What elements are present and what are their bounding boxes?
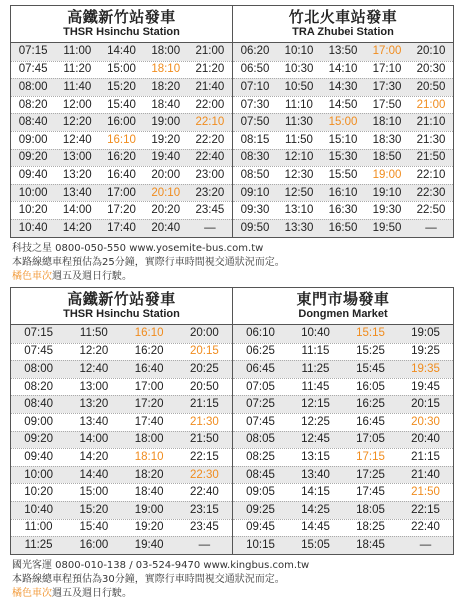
- departure-time: 21:50: [411, 486, 440, 499]
- departure-time: 16:45: [356, 415, 385, 428]
- departure-row: [233, 43, 453, 61]
- departure-time: 19:50: [372, 221, 402, 234]
- departure-time: 09:40: [24, 450, 54, 463]
- departure-time: 14:40: [79, 468, 109, 481]
- departure-time: 22:30: [416, 186, 446, 199]
- departure-time: 23:20: [195, 186, 225, 199]
- departure-time: 07:45: [18, 63, 48, 76]
- departure-time: 17:15: [356, 450, 385, 463]
- departure-time: 10:20: [24, 486, 54, 499]
- departure-time: 15:20: [79, 503, 109, 516]
- departure-time: 21:40: [411, 468, 440, 481]
- departure-time: 14:10: [328, 63, 358, 76]
- departure-time: 09:00: [24, 415, 54, 428]
- timetable-thsr-hsinchu: [11, 6, 232, 237]
- departure-time: 23:00: [195, 168, 225, 181]
- departure-time: 09:45: [246, 521, 275, 534]
- departure-time: 22:00: [195, 98, 225, 111]
- departure-time: 07:45: [24, 345, 54, 358]
- departure-row: [11, 96, 232, 114]
- departure-time: 16:10: [134, 327, 164, 340]
- departure-row: [11, 448, 232, 466]
- departure-time: 07:50: [240, 116, 270, 129]
- departure-time: 22:10: [195, 116, 225, 129]
- departure-time: 07:15: [18, 45, 48, 58]
- departure-time: 17:00: [107, 186, 136, 199]
- departure-row: [233, 483, 453, 501]
- departure-time: 15:25: [356, 345, 385, 358]
- departure-time: 19:30: [372, 204, 402, 217]
- departure-time: 18:40: [134, 486, 164, 499]
- departure-time: 20:15: [411, 398, 440, 411]
- departure-time: —: [425, 221, 437, 234]
- departure-time: 17:40: [134, 415, 164, 428]
- departure-time: 10:00: [24, 468, 54, 481]
- departure-time: 08:15: [240, 133, 270, 146]
- departure-time: 17:05: [356, 433, 385, 446]
- header-title-en: Dongmen Market: [298, 308, 388, 320]
- departure-row: [233, 96, 453, 114]
- departure-time: 20:10: [151, 186, 181, 199]
- departure-time: 18:40: [151, 98, 181, 111]
- departure-time: 19:20: [151, 133, 181, 146]
- departure-time: 10:40: [24, 503, 54, 516]
- departure-time: 07:30: [240, 98, 270, 111]
- timetable-thsr-hsinchu: [11, 288, 232, 554]
- departure-time: 15:30: [328, 151, 358, 164]
- departure-time: 10:10: [284, 45, 314, 58]
- departure-time: 08:25: [246, 450, 275, 463]
- departure-time: 16:10: [107, 133, 136, 146]
- departure-time: 14:20: [62, 221, 92, 234]
- departure-time: 16:20: [134, 345, 164, 358]
- departure-row: [233, 448, 453, 466]
- departure-time: 20:15: [189, 345, 219, 358]
- departure-row: [11, 43, 232, 61]
- departure-time: 15:15: [356, 327, 385, 340]
- departure-time: 18:25: [356, 521, 385, 534]
- departure-time: 10:00: [18, 186, 48, 199]
- departure-time: 09:05: [246, 486, 275, 499]
- departure-time: 12:30: [284, 168, 314, 181]
- departure-rows: [233, 43, 453, 237]
- departure-time: 21:20: [195, 63, 225, 76]
- departure-time: 19:05: [411, 327, 440, 340]
- departure-time: 13:50: [328, 45, 358, 58]
- departure-time: 22:40: [189, 486, 219, 499]
- travel-time-note: 本路線總車程預估為30分鐘，實際行車時間視交通狀況而定。: [12, 573, 285, 585]
- departure-time: 13:40: [301, 468, 330, 481]
- departure-time: 07:15: [24, 327, 54, 340]
- departure-row: [233, 378, 453, 396]
- departure-time: 08:20: [18, 98, 48, 111]
- departure-time: 14:00: [62, 204, 92, 217]
- departure-time: 07:05: [246, 380, 275, 393]
- departure-time: 09:50: [240, 221, 270, 234]
- departure-time: 15:45: [356, 362, 385, 375]
- departure-time: 18:00: [134, 433, 164, 446]
- header-title-en: THSR Hsinchu Station: [63, 26, 180, 38]
- departure-time: 19:20: [134, 521, 164, 534]
- schedule-notes: [10, 242, 454, 284]
- departure-time: 06:10: [246, 327, 275, 340]
- departure-time: 11:10: [285, 98, 313, 111]
- departure-time: 19:10: [372, 186, 402, 199]
- departure-time: 11:50: [79, 327, 108, 340]
- departure-time: 20:30: [416, 63, 446, 76]
- departure-time: —: [198, 538, 211, 551]
- departure-time: 13:20: [79, 398, 109, 411]
- orange-legend-note: [12, 270, 454, 284]
- departure-time: 12:10: [284, 151, 314, 164]
- departure-time: 20:20: [151, 204, 181, 217]
- departure-time: 12:00: [62, 98, 92, 111]
- departure-time: 18:45: [356, 538, 385, 551]
- departure-time: —: [419, 538, 432, 551]
- departure-time: 08:50: [240, 168, 270, 181]
- table-header: [11, 6, 232, 43]
- departure-time: 14:30: [328, 80, 358, 93]
- departure-time: 13:30: [284, 221, 314, 234]
- departure-time: 07:10: [240, 80, 270, 93]
- departure-row: [11, 483, 232, 501]
- departure-time: 11:30: [285, 116, 313, 129]
- departure-time: 20:40: [151, 221, 181, 234]
- departure-time: 09:40: [18, 168, 48, 181]
- departure-time: 07:25: [246, 398, 275, 411]
- departure-time: 08:45: [246, 468, 275, 481]
- departure-time: 17:25: [356, 468, 385, 481]
- departure-time: 18:00: [151, 45, 181, 58]
- orange-legend-label: 橘色車次: [12, 270, 52, 282]
- departure-time: 21:30: [416, 133, 446, 146]
- departure-row: [233, 166, 453, 184]
- header-title-en: TRA Zhubei Station: [292, 26, 394, 38]
- departure-time: 21:50: [189, 433, 219, 446]
- departure-row: [11, 78, 232, 96]
- departure-row: [233, 519, 453, 537]
- departure-time: 11:15: [301, 345, 330, 358]
- departure-row: [11, 501, 232, 519]
- departure-time: 19:45: [411, 380, 440, 393]
- departure-time: 09:10: [240, 186, 270, 199]
- header-title-en: THSR Hsinchu Station: [63, 308, 180, 320]
- departure-time: 20:30: [411, 415, 440, 428]
- departure-time: 15:40: [107, 98, 136, 111]
- departure-time: 21:50: [416, 151, 446, 164]
- departure-time: 16:05: [356, 380, 385, 393]
- departure-time: 13:40: [62, 186, 92, 199]
- departure-time: 20:00: [189, 327, 219, 340]
- departure-row: [11, 395, 232, 413]
- departure-time: 15:20: [107, 80, 136, 93]
- departure-time: 16:25: [356, 398, 385, 411]
- departure-time: 17:00: [372, 45, 402, 58]
- orange-legend-text: 週五及週日行駛。: [52, 587, 132, 599]
- departure-row: [11, 431, 232, 449]
- departure-time: 12:40: [62, 133, 92, 146]
- contact-line: 科技之星 0800-050-550 www.yosemite-bus.com.tw: [12, 242, 264, 254]
- departure-time: 22:20: [195, 133, 225, 146]
- departure-time: 22:50: [416, 204, 446, 217]
- departure-time: 11:45: [301, 380, 330, 393]
- departure-row: [11, 325, 232, 343]
- departure-row: [233, 78, 453, 96]
- departure-row: [11, 343, 232, 361]
- departure-time: 18:20: [151, 80, 181, 93]
- table-header: [233, 6, 453, 43]
- departure-time: 17:00: [134, 380, 164, 393]
- departure-time: 15:00: [107, 63, 136, 76]
- timetable-dongmen-market: [232, 288, 453, 554]
- departure-time: 13:00: [62, 151, 92, 164]
- departure-row: [11, 166, 232, 184]
- departure-time: 11:00: [63, 45, 92, 58]
- orange-legend-label: 橘色車次: [12, 587, 52, 599]
- departure-row: [233, 149, 453, 167]
- departure-time: 22:40: [195, 151, 225, 164]
- departure-time: 14:00: [79, 433, 109, 446]
- departure-time: 08:00: [18, 80, 48, 93]
- departure-time: —: [204, 221, 216, 234]
- departure-time: 15:50: [328, 168, 358, 181]
- departure-time: 12:50: [284, 186, 314, 199]
- departure-row: [11, 536, 232, 554]
- departure-time: 19:00: [134, 503, 164, 516]
- departure-time: 21:00: [416, 98, 446, 111]
- departure-row: [11, 61, 232, 79]
- departure-row: [11, 519, 232, 537]
- departure-time: 18:10: [134, 450, 164, 463]
- departure-time: 16:10: [328, 186, 358, 199]
- departure-time: 23:15: [189, 503, 219, 516]
- departure-time: 16:20: [107, 151, 136, 164]
- departure-time: 18:05: [356, 503, 385, 516]
- departure-time: 08:00: [24, 362, 54, 375]
- departure-time: 13:15: [301, 450, 330, 463]
- departure-time: 12:15: [301, 398, 330, 411]
- departure-time: 19:00: [151, 116, 181, 129]
- table-header: [11, 288, 232, 325]
- orange-legend-note: [12, 587, 454, 601]
- departure-time: 11:25: [301, 362, 330, 375]
- departure-time: 19:25: [411, 345, 440, 358]
- departure-row: [11, 184, 232, 202]
- departure-time: 22:40: [411, 521, 440, 534]
- departure-time: 15:00: [79, 486, 109, 499]
- departure-time: 18:10: [151, 63, 181, 76]
- departure-time: 14:15: [301, 486, 330, 499]
- departure-time: 20:25: [189, 362, 219, 375]
- departure-time: 13:00: [79, 380, 109, 393]
- departure-time: 14:20: [79, 450, 109, 463]
- departure-row: [11, 466, 232, 484]
- departure-time: 14:45: [301, 521, 330, 534]
- departure-time: 11:00: [24, 521, 53, 534]
- timetable: [10, 5, 454, 238]
- departure-time: 16:50: [328, 221, 358, 234]
- departure-time: 12:25: [301, 415, 330, 428]
- departure-time: 16:30: [328, 204, 358, 217]
- departure-time: 19:40: [151, 151, 181, 164]
- departure-row: [11, 219, 232, 237]
- departure-time: 17:50: [372, 98, 402, 111]
- departure-time: 08:40: [18, 116, 48, 129]
- departure-time: 11:25: [24, 538, 53, 551]
- departure-time: 06:50: [240, 63, 270, 76]
- departure-time: 10:20: [18, 204, 48, 217]
- departure-time: 20:50: [189, 380, 219, 393]
- departure-time: 21:10: [416, 116, 446, 129]
- departure-row: [233, 201, 453, 219]
- header-title-zh: 東門市場發車: [296, 290, 390, 308]
- departure-rows: [11, 325, 232, 554]
- schedule-block-kejizhixing: [10, 5, 454, 284]
- departure-time: 09:30: [240, 204, 270, 217]
- departure-time: 15:00: [328, 116, 358, 129]
- departure-time: 14:50: [328, 98, 358, 111]
- departure-row: [11, 201, 232, 219]
- departure-time: 15:40: [79, 521, 109, 534]
- departure-row: [233, 501, 453, 519]
- departure-time: 09:00: [18, 133, 48, 146]
- header-title-zh: 高鐵新竹站發車: [67, 290, 176, 308]
- departure-time: 21:30: [189, 415, 219, 428]
- departure-rows: [11, 43, 232, 237]
- departure-time: 23:45: [195, 204, 225, 217]
- departure-row: [11, 360, 232, 378]
- departure-time: 22:10: [416, 168, 446, 181]
- departure-row: [233, 431, 453, 449]
- departure-row: [233, 184, 453, 202]
- departure-time: 16:00: [107, 116, 136, 129]
- departure-time: 20:40: [411, 433, 440, 446]
- departure-time: 10:50: [284, 80, 314, 93]
- departure-time: 19:40: [134, 538, 164, 551]
- departure-time: 09:20: [18, 151, 48, 164]
- travel-time-note: 本路線總車程預估為25分鐘，實際行車時間視交通狀況而定。: [12, 256, 285, 268]
- departure-time: 22:15: [411, 503, 440, 516]
- departure-time: 13:20: [62, 168, 92, 181]
- departure-time: 17:45: [356, 486, 385, 499]
- departure-row: [11, 149, 232, 167]
- departure-time: 18:50: [372, 151, 402, 164]
- departure-time: 06:45: [246, 362, 275, 375]
- departure-row: [233, 325, 453, 343]
- departure-row: [233, 61, 453, 79]
- departure-row: [233, 413, 453, 431]
- departure-time: 09:20: [24, 433, 54, 446]
- departure-time: 20:50: [416, 80, 446, 93]
- departure-time: 11:50: [285, 133, 313, 146]
- header-title-zh: 高鐵新竹站發車: [67, 8, 176, 26]
- departure-row: [233, 131, 453, 149]
- header-title-zh: 竹北火車站發車: [288, 8, 398, 26]
- departure-time: 08:05: [246, 433, 275, 446]
- departure-time: 16:40: [107, 168, 136, 181]
- departure-time: 10:15: [246, 538, 275, 551]
- departure-time: 06:25: [246, 345, 275, 358]
- departure-row: [233, 360, 453, 378]
- departure-time: 21:40: [195, 80, 225, 93]
- schedule-notes: [10, 559, 454, 601]
- table-header: [233, 288, 453, 325]
- departure-time: 13:40: [79, 415, 109, 428]
- departure-time: 12:40: [79, 362, 109, 375]
- departure-time: 11:40: [63, 80, 92, 93]
- departure-time: 17:10: [372, 63, 402, 76]
- departure-time: 06:20: [240, 45, 270, 58]
- departure-row: [233, 395, 453, 413]
- departure-time: 16:40: [134, 362, 164, 375]
- departure-time: 18:30: [372, 133, 402, 146]
- departure-time: 21:15: [189, 398, 219, 411]
- departure-time: 17:20: [134, 398, 164, 411]
- departure-time: 08:40: [24, 398, 54, 411]
- departure-row: [233, 466, 453, 484]
- departure-row: [11, 413, 232, 431]
- departure-time: 19:00: [372, 168, 402, 181]
- contact-line: 國光客運 0800-010-138 / 03-524-9470 www.kingbus.com.tw: [12, 559, 310, 571]
- departure-time: 17:30: [372, 80, 402, 93]
- departure-time: 08:20: [24, 380, 54, 393]
- departure-rows: [233, 325, 453, 554]
- departure-row: [233, 219, 453, 237]
- timetable: [10, 287, 454, 555]
- departure-time: 10:30: [284, 63, 314, 76]
- departure-time: 10:40: [18, 221, 48, 234]
- orange-legend-text: 週五及週日行駛。: [52, 270, 132, 282]
- departure-time: 19:35: [411, 362, 440, 375]
- departure-time: 17:40: [107, 221, 136, 234]
- departure-time: 12:20: [79, 345, 109, 358]
- departure-row: [233, 113, 453, 131]
- departure-time: 16:00: [79, 538, 109, 551]
- departure-row: [233, 536, 453, 554]
- departure-row: [233, 343, 453, 361]
- departure-row: [11, 131, 232, 149]
- departure-time: 20:10: [416, 45, 446, 58]
- departure-time: 11:20: [63, 63, 92, 76]
- departure-time: 13:10: [284, 204, 314, 217]
- departure-time: 21:00: [195, 45, 225, 58]
- departure-time: 21:15: [411, 450, 440, 463]
- timetable-tra-zhubei: [232, 6, 453, 237]
- departure-time: 12:45: [301, 433, 330, 446]
- departure-time: 22:30: [189, 468, 219, 481]
- schedule-block-kingbus: [10, 287, 454, 601]
- departure-time: 14:40: [107, 45, 136, 58]
- departure-time: 15:10: [328, 133, 358, 146]
- departure-row: [11, 378, 232, 396]
- departure-time: 08:30: [240, 151, 270, 164]
- departure-row: [11, 113, 232, 131]
- departure-time: 18:20: [134, 468, 164, 481]
- departure-time: 23:45: [189, 521, 219, 534]
- departure-time: 07:45: [246, 415, 275, 428]
- departure-time: 09:25: [246, 503, 275, 516]
- departure-time: 15:05: [301, 538, 330, 551]
- departure-time: 18:10: [372, 116, 402, 129]
- departure-time: 17:20: [107, 204, 136, 217]
- departure-time: 10:40: [301, 327, 330, 340]
- departure-time: 14:25: [301, 503, 330, 516]
- departure-time: 20:00: [151, 168, 181, 181]
- departure-time: 12:20: [62, 116, 92, 129]
- departure-time: 22:15: [189, 450, 219, 463]
